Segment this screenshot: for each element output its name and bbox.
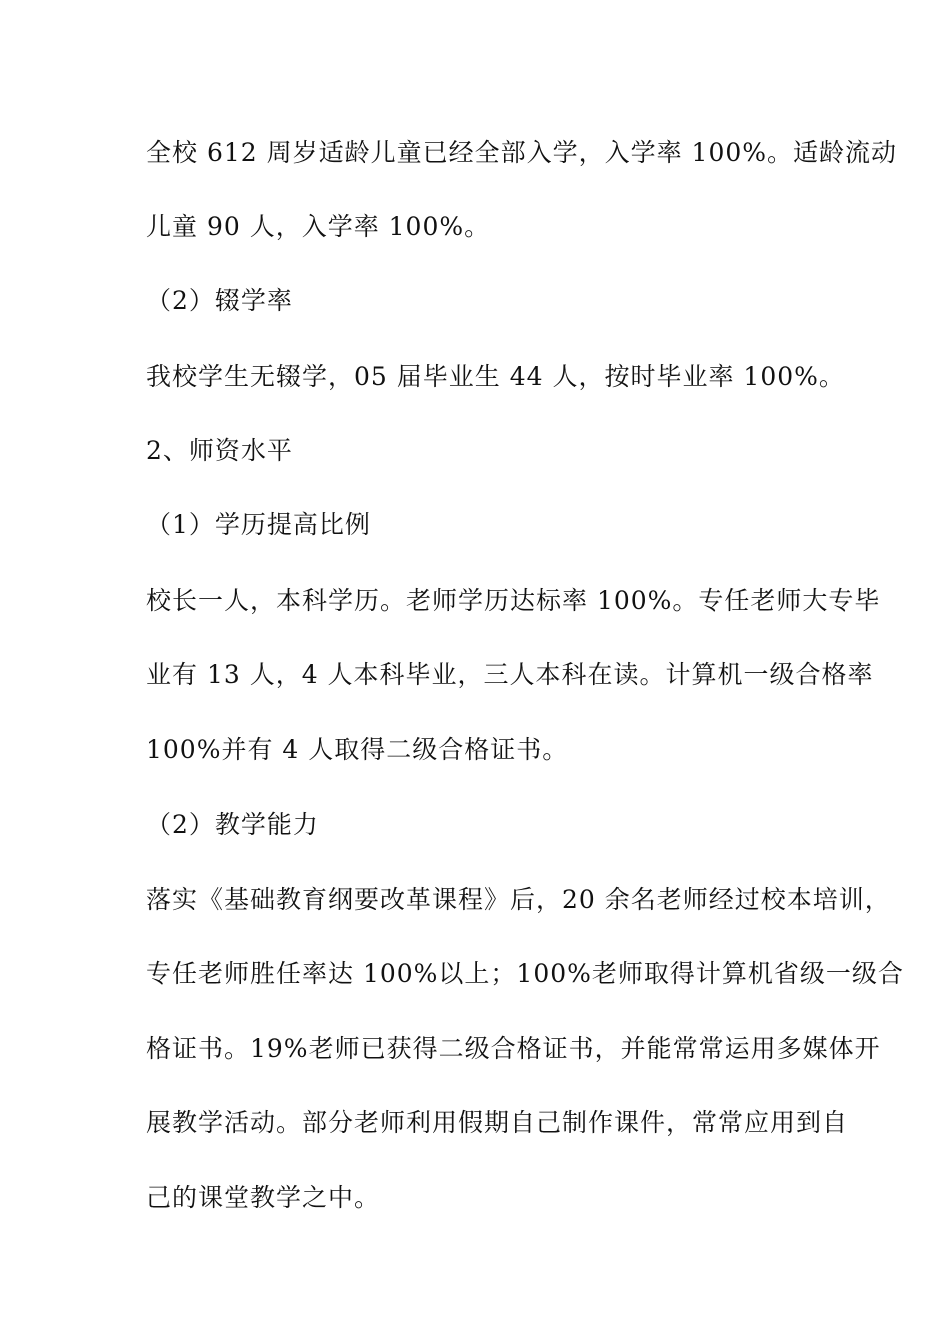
text-line: 专任老师胜任率达 100%以上；100%老师取得计算机省级一级合: [146, 959, 904, 988]
text-line: 我校学生无辍学，05 届毕业生 44 人，按时毕业率 100%。: [146, 362, 845, 391]
text-line: 业有 13 人，4 人本科毕业，三人本科在读。计算机一级合格率: [146, 660, 874, 689]
text-line: 全校 612 周岁适龄儿童已经全部入学，入学率 100%。适龄流动: [146, 138, 898, 167]
text-line: 己的课堂教学之中。: [146, 1183, 381, 1212]
text-line: 展教学活动。部分老师利用假期自己制作课件，常常应用到自: [146, 1108, 849, 1137]
text-line: 100%并有 4 人取得二级合格证书。: [146, 735, 569, 764]
section-heading: 2、师资水平: [146, 436, 293, 465]
section-heading: （2）教学能力: [146, 810, 319, 839]
text-line: 落实《基础教育纲要改革课程》后，20 余名老师经过校本培训，: [146, 885, 891, 914]
section-heading: （2）辍学率: [146, 286, 293, 315]
section-heading: （1）学历提高比例: [146, 510, 371, 539]
text-line: 校长一人，本科学历。老师学历达标率 100%。专任老师大专毕: [146, 586, 881, 615]
text-line: 儿童 90 人，入学率 100%。: [146, 212, 491, 241]
text-line: 格证书。19%老师已获得二级合格证书，并能常常运用多媒体开: [146, 1034, 881, 1063]
